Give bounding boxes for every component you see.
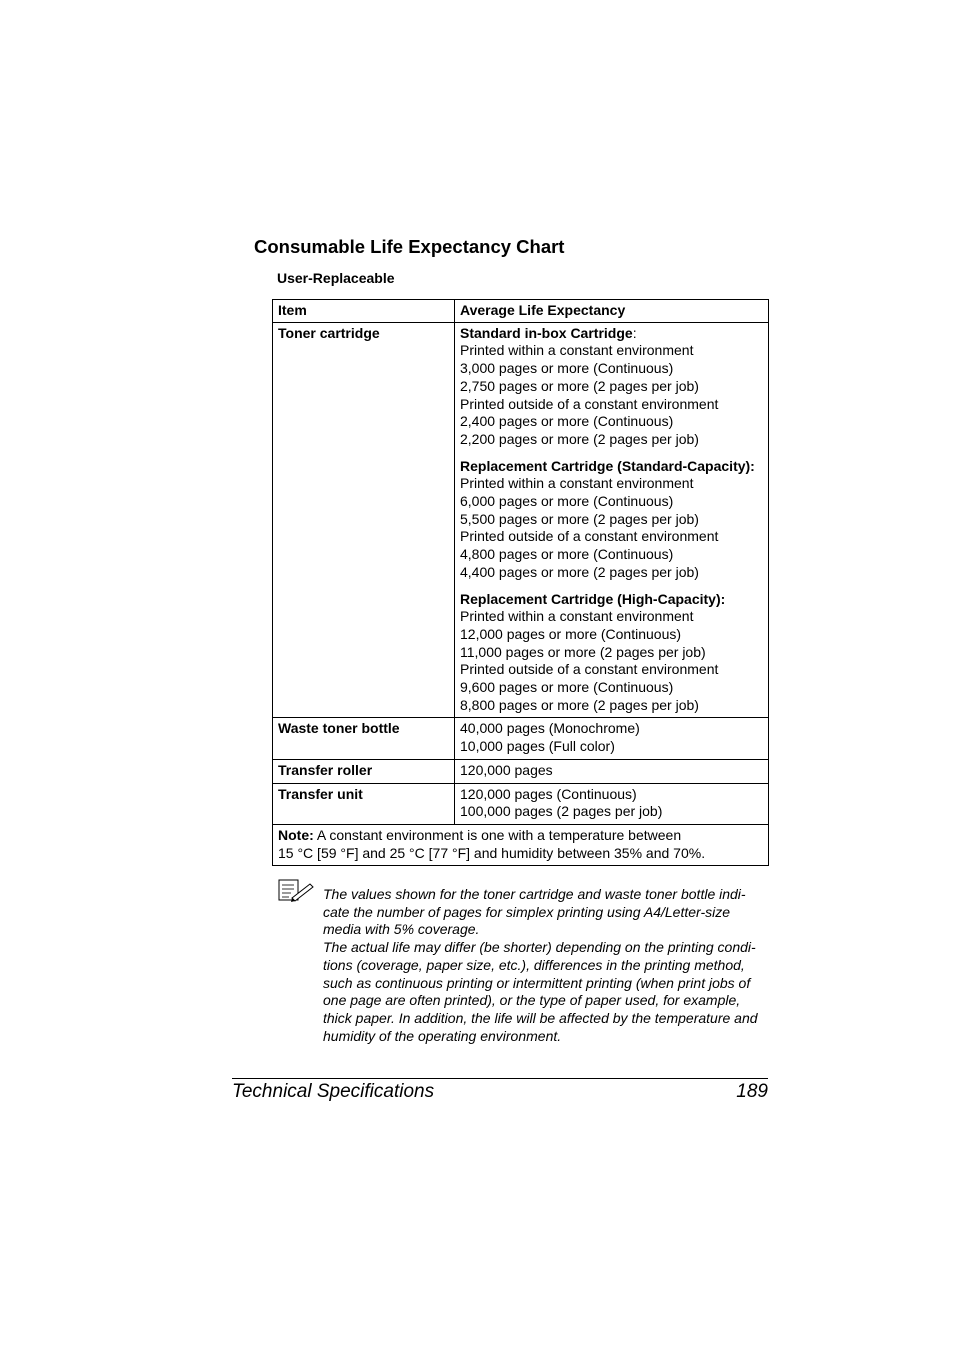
table-row-transfer-unit [273,783,769,824]
note-label: Note: [278,826,314,843]
value-line: 120,000 pages [460,761,553,778]
value-line: 8,800 pages or more (2 pages per job) [460,696,699,713]
life-expectancy-table [272,299,769,866]
value-line: 120,000 pages (Continuous) [460,785,637,802]
footer-chapter-title: Technical Specifications [232,1081,435,1102]
value-line: Printed within a constant environment [460,475,694,492]
memo-line: one page are often printed), or the type of paper used, for example, [323,992,741,1009]
toner-group-high-capacity [460,591,763,715]
footer-divider [232,1078,768,1079]
value-line: 11,000 pages or more (2 pages per job) [460,643,706,660]
table-row-waste-toner-bottle [273,718,769,759]
value-line: Printed outside of a constant environment [460,528,719,545]
value-line: 2,750 pages or more (2 pages per job) [460,377,699,394]
group-heading: Replacement Cartridge (Standard-Capacity): [460,457,755,474]
toner-group-standard-capacity [460,458,763,582]
item-waste-toner-bottle: Waste toner bottle [273,718,455,759]
item-toner-cartridge: Toner cartridge [273,322,455,718]
table-header-row [273,300,769,323]
page-number: 189 [736,1081,768,1102]
value-line: Printed within a constant environment [460,342,694,359]
value-line: 12,000 pages or more (Continuous) [460,625,682,642]
memo-line: media with 5% coverage. [323,921,480,938]
memo-line: The actual life may differ (be shorter) depending on the printing condi- [323,939,756,956]
memo-line: cate the number of pages for simplex printing using A4/Letter-size [323,903,730,920]
note-text-1: A constant environment is one with a temperature between [313,826,682,843]
group-heading-line [460,325,763,343]
value-line: 4,800 pages or more (Continuous) [460,546,674,563]
value-line: 40,000 pages (Monochrome) [460,720,640,737]
header-item: Item [273,300,455,323]
memo-text [323,886,773,1045]
item-transfer-roller: Transfer roller [273,759,455,783]
item-transfer-unit: Transfer unit [273,783,455,824]
value-line: Printed within a constant environment [460,608,694,625]
group-heading: Standard in-box Cartridge [460,324,633,341]
memo-line: humidity of the operating environment. [323,1027,562,1044]
memo-line: The values shown for the toner cartridge and waste toner bottle indi- [323,886,746,902]
note-line-2: 15 °C [59 °F] and 25 °C [77 °F] and humidity between 35% and 70%. [278,844,706,861]
value-line: 9,600 pages or more (Continuous) [460,679,674,696]
value-line: Printed outside of a constant environment [460,395,719,412]
transfer-roller-life-values [455,759,769,783]
page-title: Consumable Life Expectancy Chart [254,236,565,257]
toner-life-values [455,322,769,718]
header-life-expectancy: Average Life Expectancy [455,300,769,323]
table-row-toner-cartridge [273,322,769,718]
transfer-unit-life-values [455,783,769,824]
value-line: 6,000 pages or more (Continuous) [460,493,674,510]
value-line: 3,000 pages or more (Continuous) [460,360,674,377]
table-note [273,824,769,865]
memo-line: thick paper. In addition, the life will be affected by the temperature and [323,1009,758,1026]
value-line: 5,500 pages or more (2 pages per job) [460,510,699,527]
note-line-1 [278,827,763,845]
value-line: 4,400 pages or more (2 pages per job) [460,563,699,580]
value-line: 10,000 pages (Full color) [460,738,615,755]
memo-line: such as continuous printing or intermittent printing (when print jobs of [323,974,751,991]
group-heading-suffix: : [632,324,637,341]
value-line: 2,400 pages or more (Continuous) [460,413,674,430]
memo-line: tions (coverage, paper size, etc.), differences in the printing method, [323,956,745,973]
waste-toner-life-values [455,718,769,759]
group-heading: Replacement Cartridge (High-Capacity): [460,590,726,607]
note-pad-pencil-icon [278,878,314,902]
section-subtitle: User-Replaceable [277,270,395,286]
table-note-row [273,824,769,865]
value-line: 100,000 pages (2 pages per job) [460,803,663,820]
value-line: 2,200 pages or more (2 pages per job) [460,430,699,447]
value-line: Printed outside of a constant environment [460,661,719,678]
table-row-transfer-roller [273,759,769,783]
toner-group-standard [460,325,763,449]
